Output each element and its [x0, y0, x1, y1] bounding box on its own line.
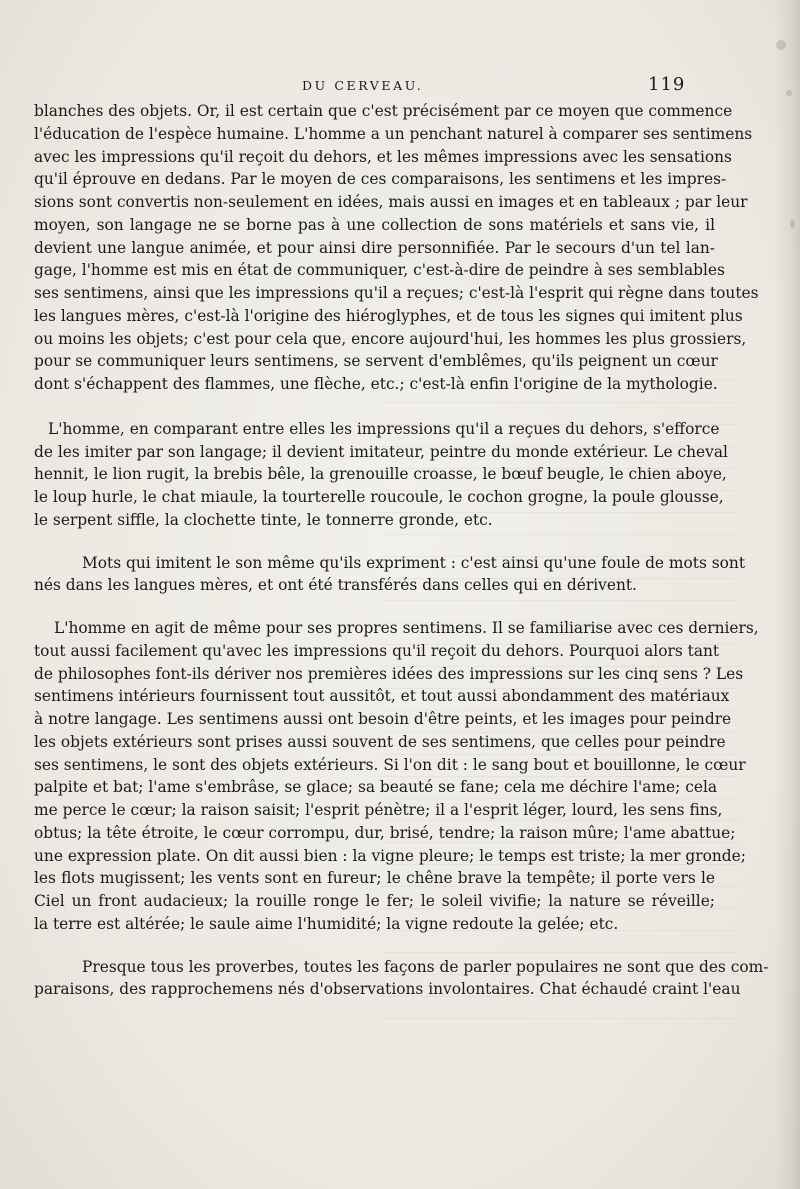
- text-line: hennit, le lion rugit, la brebis bêle, la grenouille croasse, le bœuf beugle, le chien aboye,: [34, 465, 727, 484]
- text-line: le serpent siffle, la clochette tinte, le tonnerre gronde, etc.: [34, 510, 493, 529]
- text-line: devient une langue animée, et pour ainsi dire personnifiée. Par le secours d'un tel lan-: [34, 238, 715, 257]
- text-line: pour se communiquer leurs sentimens, se servent d'emblêmes, qu'ils peignent un cœur: [34, 352, 718, 371]
- text-line: gage, l'homme est mis en état de communiquer, c'est-à-dire de peindre à ses semblables: [34, 261, 725, 280]
- text-line: nés dans les langues mères, et ont été transférés dans celles qui en dérivent.: [34, 576, 637, 595]
- body-text: [34, 100, 769, 1001]
- text-line: de les imiter par son langage; il devient imitateur, peintre du monde extérieur. Le cheval: [34, 442, 728, 461]
- paper-spot: [776, 40, 786, 50]
- text-line: L'homme, en comparant entre elles les impressions qu'il a reçues du dehors, s'efforce: [48, 419, 720, 438]
- text-line: les langues mères, c'est-là l'origine des hiéroglyphes, et de tous les signes qui imitent plus: [34, 306, 743, 325]
- paper-spot: [790, 220, 795, 228]
- text-line: ses sentimens, ainsi que les impressions qu'il a reçues; c'est-là l'esprit qui règne dans toutes: [34, 284, 759, 302]
- text-line: paraisons, des rapprochemens nés d'observations involontaires. Chat échaudé craint l'eau: [34, 980, 741, 999]
- text-line: ou moins les objets; c'est pour cela que, encore aujourd'hui, les hommes les plus grossiers,: [34, 329, 747, 348]
- text-line: moyen, son langage ne se borne pas à une collection de sons matériels et sans vie, il: [34, 215, 715, 234]
- text-line: L'homme en agit de même pour ses propres sentimens. Il se familiarise avec ces derniers,: [54, 619, 759, 637]
- paragraph-4: [34, 617, 759, 936]
- paragraph-5: [34, 956, 769, 1002]
- text-line: avec les impressions qu'il reçoit du dehors, et les mêmes impressions avec les sensations: [34, 147, 732, 166]
- paragraph-1: [34, 100, 759, 396]
- paragraph-3: [34, 552, 746, 598]
- text-line: de philosophes font-ils dériver nos premières idées des impressions sur les cinq sens ? Les: [34, 664, 744, 683]
- text-line: dont s'échappent des flammes, une flèche, etc.; c'est-là enfin l'origine de la mythologie.: [34, 375, 718, 393]
- text-line: blanches des objets. Or, il est certain que c'est précisément par ce moyen que commence: [34, 102, 733, 120]
- text-line: qu'il éprouve en dedans. Par le moyen de ces comparaisons, les sentimens et les impres-: [34, 170, 727, 189]
- text-line: à notre langage. Les sentimens aussi ont besoin d'être peints, et les images pour peindre: [34, 710, 732, 728]
- text-line: les objets extérieurs sont prises aussi souvent de ses sentimens, que celles pour peindre: [34, 732, 726, 751]
- text-line: Presque tous les proverbes, toutes les façons de parler populaires ne sont que des com-: [82, 957, 769, 976]
- text-line: Mots qui imitent le son même qu'ils expriment : c'est ainsi qu'une foule de mots sont: [82, 553, 746, 572]
- text-line: une expression plate. On dit aussi bien : la vigne pleure; le temps est triste; la mer gronde;: [34, 846, 746, 865]
- page-edge-shadow: [774, 0, 800, 1189]
- text-line: sions sont convertis non-seulement en idées, mais aussi en images et en tableaux ; par leur: [34, 193, 748, 211]
- text-line: l'éducation de l'espèce humaine. L'homme a un penchant naturel à comparer ses sentimens: [34, 124, 753, 143]
- running-title: DU CERVEAU.: [302, 78, 424, 93]
- page-number: 119: [648, 74, 686, 95]
- text-line: me perce le cœur; la raison saisit; l'esprit pénètre; il a l'esprit léger, lourd, les sens fins,: [34, 801, 723, 819]
- text-line: ses sentimens, le sont des objets extérieurs. Si l'on dit : le sang bout et bouillonne, le cœur: [34, 755, 746, 774]
- text-line: palpite et bat; l'ame s'embrâse, se glace; sa beauté se fane; cela me déchire l'ame; cela: [34, 778, 718, 797]
- text-line: la terre est altérée; le saule aime l'humidité; la vigne redoute la gelée; etc.: [34, 914, 619, 933]
- text-line: le loup hurle, le chat miaule, la tourterelle roucoule, le cochon grogne, la poule glousse,: [34, 488, 724, 506]
- running-head: [0, 76, 800, 100]
- text-line: les flots mugissent; les vents sont en fureur; le chêne brave la tempête; il porte vers le: [34, 869, 715, 888]
- text-line: tout aussi facilement qu'avec les impressions qu'il reçoit du dehors. Pourquoi alors tant: [34, 641, 720, 660]
- text-line: Ciel un front audacieux; la rouille ronge le fer; le soleil vivifie; la nature se réveille;: [34, 892, 715, 910]
- text-line: obtus; la tête étroite, le cœur corrompu, dur, brisé, tendre; la raison mûre; l'ame abattue;: [34, 823, 736, 842]
- paragraph-2: [34, 418, 728, 532]
- text-line: sentimens intérieurs fournissent tout aussitôt, et tout aussi abondamment des matériaux: [34, 687, 730, 706]
